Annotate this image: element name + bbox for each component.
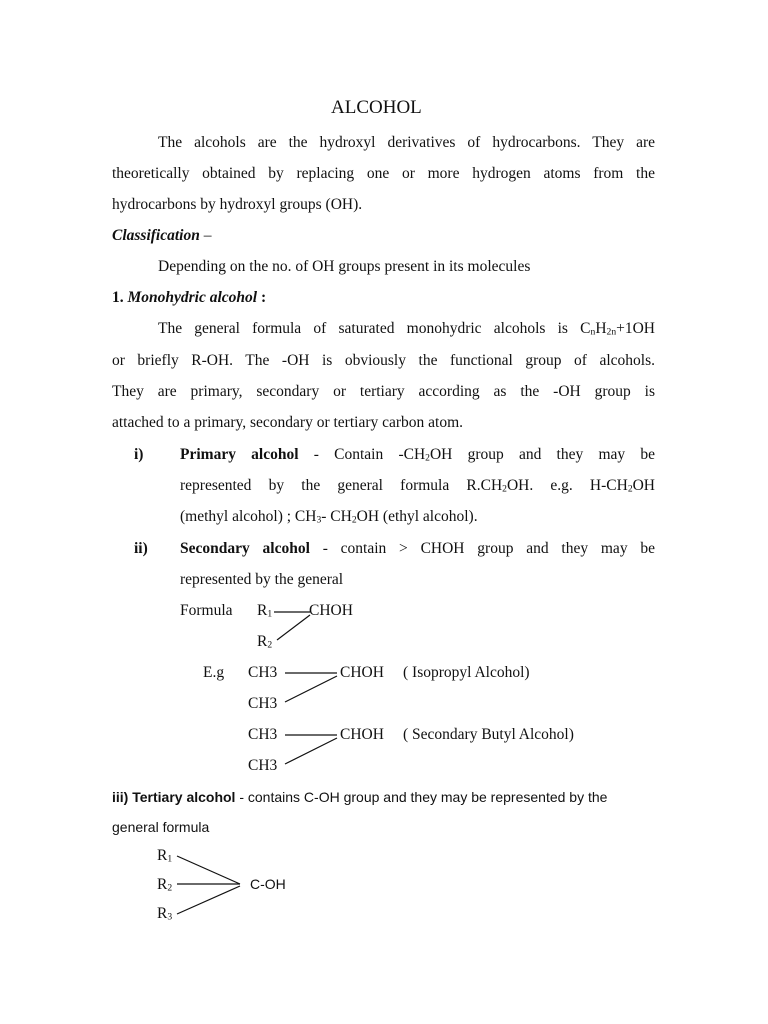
secondary-heading: Secondary alcohol — [180, 540, 310, 557]
tertiary-r3: $R_3$ — [157, 905, 173, 923]
example1-name: ( Isopropyl Alcohol) — [403, 664, 530, 681]
classification-heading-line — [112, 228, 211, 244]
classification-dash: – — [199, 227, 212, 244]
monohydric-colon: : — [257, 289, 267, 306]
mono-p1-suffix: +1OH — [616, 320, 655, 337]
ex1-bond-bottom — [285, 676, 337, 702]
example1-choh: CHOH — [340, 664, 384, 681]
monohydric-heading: Monohydric alcohol — [127, 289, 258, 306]
example2-ch3-bottom: CH3 — [248, 757, 278, 774]
monohydric-heading-line — [112, 290, 266, 306]
mono-p1-sub-n: n — [590, 326, 596, 338]
monohydric-number: 1. — [112, 289, 128, 306]
tertiary-r2: $R_2$ — [157, 876, 173, 894]
ex2-bond-bottom — [285, 738, 337, 764]
monohydric-line-2: or briefly R-OH. The -OH is obviously the functional group of alcohols. — [112, 352, 655, 369]
formula-r1: $R_1$ — [257, 602, 273, 620]
classification-text: Depending on the no. of OH groups present in its molecules — [158, 258, 531, 275]
sec-formula-bond-bottom — [277, 615, 310, 640]
intro-line-1: The alcohols are the hydroxyl derivatives of hydrocarbons. They are — [158, 134, 655, 151]
intro-line-2: theoretically obtained by replacing one or more hydrogen atoms from the — [112, 165, 655, 182]
primary-l3-b: - CH — [321, 508, 352, 525]
example2-name: ( Secondary Butyl Alcohol) — [403, 726, 574, 743]
mono-p1-prefix: The general formula of saturated monohydric alcohols is C — [158, 320, 591, 337]
primary-line-3 — [180, 509, 478, 525]
tertiary-coh: C-OH — [250, 876, 286, 892]
primary-l3-sub1: 3 — [316, 514, 322, 526]
primary-l3-c: OH (ethyl alcohol). — [356, 508, 478, 525]
primary-line-1 — [180, 447, 655, 463]
monohydric-line-3: They are primary, secondary or tertiary according as the -OH group is — [112, 383, 655, 400]
mono-p1-sub-2n: 2n — [606, 326, 617, 338]
tertiary-line-2: general formula — [112, 819, 210, 835]
primary-line-2 — [180, 478, 655, 494]
primary-l1-sub: 2 — [425, 452, 430, 464]
formula-label: Formula — [180, 602, 233, 619]
monohydric-line-1 — [158, 321, 655, 337]
secondary-l1-rest: - contain > CHOH group and they may be — [309, 540, 655, 557]
primary-l3-a: (methyl alcohol) ; CH — [180, 508, 317, 525]
tertiary-l1-rest: - contains C-OH group and they may be represented by the — [235, 789, 608, 805]
example2-choh: CHOH — [340, 726, 384, 743]
primary-heading: Primary alcohol — [180, 446, 299, 463]
mono-p1-mid: H — [595, 320, 607, 337]
secondary-marker: ii) — [134, 540, 148, 557]
secondary-line-2: represented by the general — [180, 571, 344, 588]
primary-l3-sub2: 2 — [351, 514, 357, 526]
monohydric-line-4: attached to a primary, secondary or tertiary carbon atom. — [112, 414, 464, 431]
tertiary-heading: Tertiary alcohol — [132, 789, 236, 805]
example-label: E.g — [203, 664, 225, 681]
tertiary-line-1 — [112, 790, 607, 804]
example1-ch3-bottom: CH3 — [248, 695, 278, 712]
primary-l2-sub2: 2 — [627, 483, 633, 495]
example1-ch3-top: CH3 — [248, 664, 278, 681]
primary-marker: i) — [134, 446, 144, 463]
tertiary-r1: $R_1$ — [157, 847, 173, 865]
intro-line-3: hydrocarbons by hydroxyl groups (OH). — [112, 196, 363, 213]
secondary-line-1 — [180, 541, 655, 557]
page-title: ALCOHOL — [331, 97, 422, 118]
formula-choh: CHOH — [309, 602, 353, 619]
tert-bond-r1 — [177, 856, 240, 884]
example2-ch3-top: CH3 — [248, 726, 278, 743]
primary-l2-sub1: 2 — [502, 483, 507, 495]
tertiary-marker: iii) — [112, 789, 133, 805]
primary-l1-b: OH group and they may be — [429, 446, 656, 463]
tert-bond-r3 — [177, 886, 240, 914]
primary-l2-b: OH. e.g. H-CH — [506, 477, 628, 494]
primary-l2-a: represented by the general formula R.CH — [180, 477, 503, 494]
primary-l1-a: - Contain -CH — [298, 446, 426, 463]
formula-r2: $R_2$ — [257, 633, 273, 651]
primary-l2-c: OH — [632, 477, 655, 494]
classification-heading: Classification — [112, 227, 200, 244]
